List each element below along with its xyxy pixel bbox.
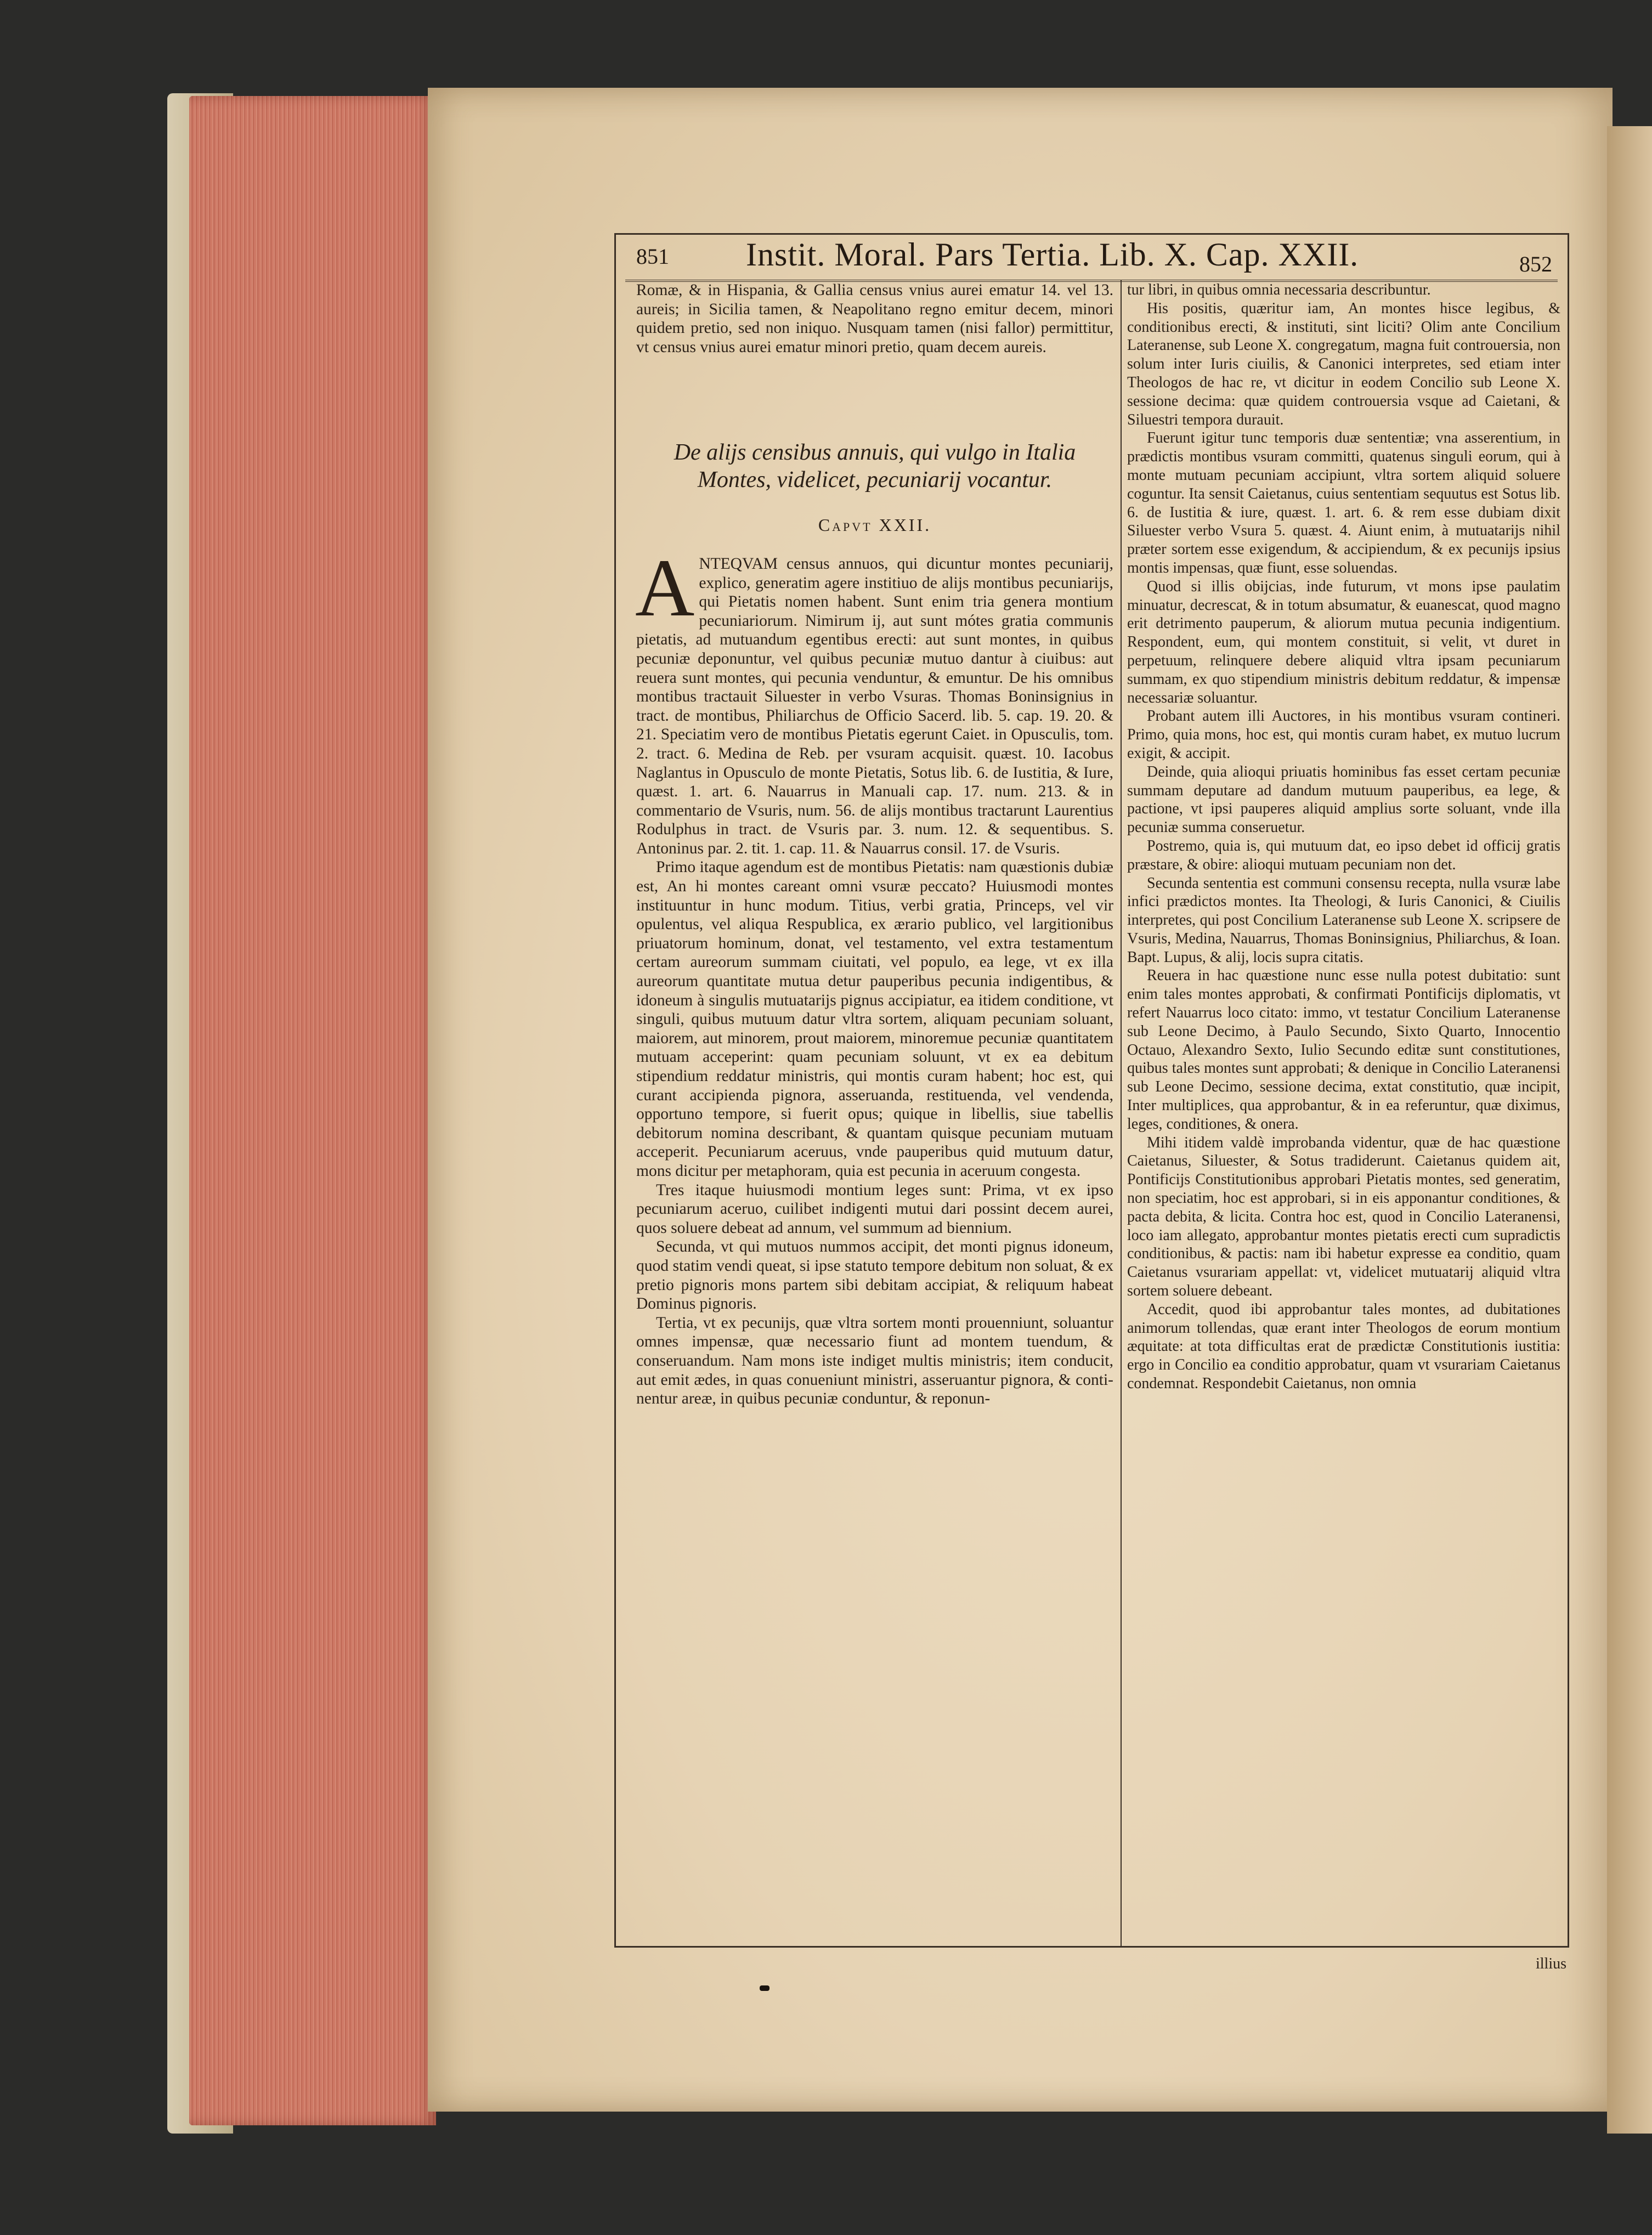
next-page-sliver: [1607, 126, 1652, 2134]
paragraph: [635, 542, 1113, 858]
paragraph: tur libri, in quibus omnia necessaria describuntur.: [1127, 281, 1431, 298]
running-title: Instit. Moral. Pars Tertia. Lib. X. Cap. XXII.: [746, 236, 1359, 273]
chapter-heading: Capvt XXII.: [818, 515, 932, 535]
paragraph: Secunda sententia est communi consensu recepta, nulla vsuræ labe infici prædictos montes. Ita Theologi, & Iuris Canonici, & Ciuilis interpretes, qui post Concilium Lateranense sub Leone X. scripsere de Vsuris, Medina, Nauarrus, Thomas Boninsignius, Philiarchus, & Ioan. Bapt. Lupus, & alij, locis supra citatis.: [1127, 874, 1560, 966]
paragraph: Deinde, quia alioqui priuatis hominibus fas esset certam pecuniæ summam deputare ad dandum mutuum pauperibus, ea lege, & pactione, vt ipsi pauperes aliquid amplius sorte soluant, vnde illa pecuniæ summa conseruetur.: [1127, 763, 1560, 836]
page-number-right: 852: [1519, 252, 1552, 276]
paragraph-text: NTEQVAM census annuos, qui dicuntur montes pecuniarij, explico, generatim agere institiuo de alijs montibus pecuniarijs, qui Pietatis nomen habent. Sunt enim tria genera montium pecuniariorum. Nimirum ij, aut sunt mótes gratia communis pietatis, ad mutuandum egentibus erecti: aut sunt montes, in quibus pecuniæ deponuntur, vel quibus pecuniæ mutuo dantur à ciuibus: aut reuera sunt montes, qui pecunia venduntur, & emuntur. De his omnibus montibus tractauit Siluester in verbo Vsuras. Thomas Boninsignius in tract. de montibus, Philiarchus de Officio Sacerd. lib. 5. cap. 19. 20. & 21. Speciatim vero de montibus Pietatis egerunt Caiet. in Opusculis, tom. 2. tract. 6. Medina de Reb. per vsuram acquisit. quæst. 10. Iacobus Naglantus in Opusculo de monte Pietatis, Sotus lib. 6. de Iustitia, & Iure, quæst. 1. art. 6. Nauarrus in Manuali cap. 17. num. 213. & in commentario de Vsuris, num. 56. de alijs montibus tractarunt Laurentius Rodulphus in tract. de Vsuris par. 3. num. 12. & sequentibus. S. Antoninus par. 2. tit. 1. cap. 11. & Nauarrus consil. 17. de Vsuris.: [636, 554, 1113, 857]
drop-cap: A: [635, 542, 695, 633]
chapter-title: De alijs censibus annuis, qui vulgo in Italia Montes, videlicet, pecuniarij vocantur.: [674, 440, 1076, 493]
intro-paragraph: Romæ, & in Hispania, & Gallia census vnius aurei ematur 14. vel 13. aureis; in Sicilia tamen, & Neapolitano regno emitur decem, minori quidem pretio, sed non iniquo. Nusquam tamen (nisi fallor) permittitur, vt census vnius aurei ematur minori pretio, quam decem aureis.: [636, 281, 1113, 356]
paragraph: Secunda, vt qui mutuos nummos accipit, det monti pignus idoneum, quod statim vendi queat, si ipse statuto tempore debitum non soluat, & ex pretio pignoris mons partem sibi debitam accipiat, & reliquum habeat Dominus pignoris.: [636, 1238, 1113, 1313]
page-edges-red: [189, 96, 436, 2125]
paragraph: Accedit, quod ibi approbantur tales montes, ad dubitationes animorum tollendas, quæ erant inter Theologos de eorum montium æquitate: at tota difficultas erat de prædictæ Constitutionis iustitia: ergo in Concilio ea conditio approbatur, quam vt vsurariam Caietanus condemnat. Respondebit Caietanus, non omnia: [1127, 1300, 1560, 1393]
right-column: [1127, 281, 1560, 1393]
page-number-left: 851: [636, 244, 669, 269]
paragraph: Tertia, vt ex pecunijs, quæ vltra sortem monti prouenniunt, soluantur omnes impensæ, quæ necessario fiunt ad montem tuendum, & conseruandum. Nam mons iste indiget multis ministris; item conducit, aut emit ædes, in quas conueniunt ministri, asseruantur pignora, & continentur areæ, in quibus pecuniæ conduntur, & reponun-: [636, 1314, 1113, 1408]
ink-mark: [760, 1985, 770, 1991]
paragraph: Mihi itidem valdè improbanda videntur, quæ de hac quæstione Caietanus, Siluester, & Sotus tradiderunt. Caietanus quidem ait, Pontificijs Constitutionibus approbari Pietatis montes, sed generatim, non speciatim, hoc est approbari, si in eis apponantur conditiones, & pacta debita, & licita. Contra hoc est, quod in Concilio Lateranensi, loco iam allegato, approbantur montes pietatis erecti cum supradictis conditionibus, & pactis: nam ibi habetur expresse ea conditio, quam Caietanus vsurariam appellat: vt, videlicet mutuatarij aliquid vltra sortem soluere debeant.: [1127, 1134, 1560, 1300]
column-divider: [1121, 280, 1122, 1947]
paragraph: Tres itaque huiusmodi montium leges sunt: Prima, vt ex ipso pecuniarum aceruo, cuilibet indigenti mutui dari possint decem aurei, quos soluere debeat ad annum, vel summum ad biennium.: [636, 1181, 1113, 1237]
catchword: illius: [1536, 1955, 1567, 1972]
paragraph: Fuerunt igitur tunc temporis duæ sententiæ; vna asserentium, in prædictis montibus vsuram committi, quatenus singuli eorum, qui à monte mutuam pecuniam accipiunt, vltra sortem aliquid soluere coguntur. Ita sensit Caietanus, cuius sententiam sequutus est Sotus lib. 6. de Iustitia & iure, quæst. 1. art. 6. & rem esse dubiam dixit Siluester verbo Vsura 5. quæst. 4. Aiunt enim, à mutuatarijs nihil præter sortem esse exigendum, & accipiendum, & ex pecunijs ipsius montis impensas, quæ fiunt, esse soluendas.: [1127, 429, 1560, 576]
paragraph: Primo itaque agendum est de montibus Pietatis: nam quæstionis dubiæ est, An hi montes careant omni vsuræ peccato? Huiusmodi montes instituuntur in hunc modum. Titius, verbi gratia, Princeps, vel vir opulentus, vel aliqua Respublica, ex ærario publico, vel largitionibus priuatorum hominum, donat, vel testamento, vel extra testamentum certam aureorum summam ciuitati, vel populo, ea lege, vt ex illa aureorum quantitate mutua detur pauperibus pecunia indigentibus, & idoneum à singulis mutuatarijs pignus accipiatur, ea itidem conditione, vt singuli, quibus mutuum datur vltra sortem, aliquam pecuniam soluant, maiorem, aut minorem, prout maiorem, minoremue pecuniæ quantitatem mutuam acceperint: quam pecuniam soluunt, vt ex ea debitum stipendium reddatur ministris, qui montis curam habent; hoc est, qui curant accipienda pignora, asseruanda, restituenda, vel vendenda, opportuno tempore, si fuerit opus; quique in libellis, siue tabellis debitorum nomina describant, & quantam quisque pecuniam mutuam acceperit. Pecuniarum aceruus, vnde pauperibus quid mutuum datur, mons dicitur per metaphoram, quia est pecunia in aceruum congesta.: [636, 858, 1113, 1180]
paragraph: His positis, quæritur iam, An montes hisce legibus, & conditionibus erecti, & instituti, sint liciti? Olim ante Concilium Lateranense, sub Leone X. congregatum, magna fuit controuersia, non solum inter Iuris ciuilis, & Canonici interpretes, sed etiam inter Theologos de hac re, vt dicitur in eodem Concilio sub Leone X. sessione decima: quæ quidem controuersia vsque ad Caietani, & Siluestri tempora durauit.: [1127, 299, 1560, 428]
paragraph: Postremo, quia is, qui mutuum dat, eo ipso debet id officij gratis præstare, & obire: alioqui mutuam pecuniam non det.: [1127, 837, 1560, 873]
paragraph: Quod si illis obijcias, inde futurum, vt mons ipse paulatim minuatur, decrescat, & in totum absumatur, & euanescat, quod magno erit detrimento pauperum, & aliorum mutua pecunia indigentium. Respondent, eum, qui montem constituit, si velit, vt duret in perpetuum, relinquere debere aliquid vltra ipsam pecuniarum summam, ex quo stipendium ministris debitum reddatur, & impensæ necessariæ soluantur.: [1127, 578, 1560, 706]
paragraph: Reuera in hac quæstione nunc esse nulla potest dubitatio: sunt enim tales montes approbati, & confirmati Pontificijs diplomatis, vt refert Nauarrus loco citato: immo, vt testatur Concilium Lateranense sub Leone Decimo, à Paulo Secundo, Sixto Quarto, Innocentio Octauo, Alexandro Sexto, Iulio Secundo editæ sunt constitutiones, quibus tales montes sunt approbati; & denique in Concilio Lateranensi sub Leone Decimo, sessione decima, extat constitutio, quæ incipit, Inter multiplices, qua approbantur, & in ea referuntur, quæ diximus, leges, conditiones, & onera.: [1127, 967, 1560, 1133]
left-column: [636, 281, 1113, 1408]
page-header: [625, 236, 1558, 282]
paragraph: Probant autem illi Auctores, in his montibus vsuram contineri. Primo, quia mons, hoc est, qui montis curam habet, ex mutuo lucrum exigit, & accipit.: [1127, 708, 1560, 762]
